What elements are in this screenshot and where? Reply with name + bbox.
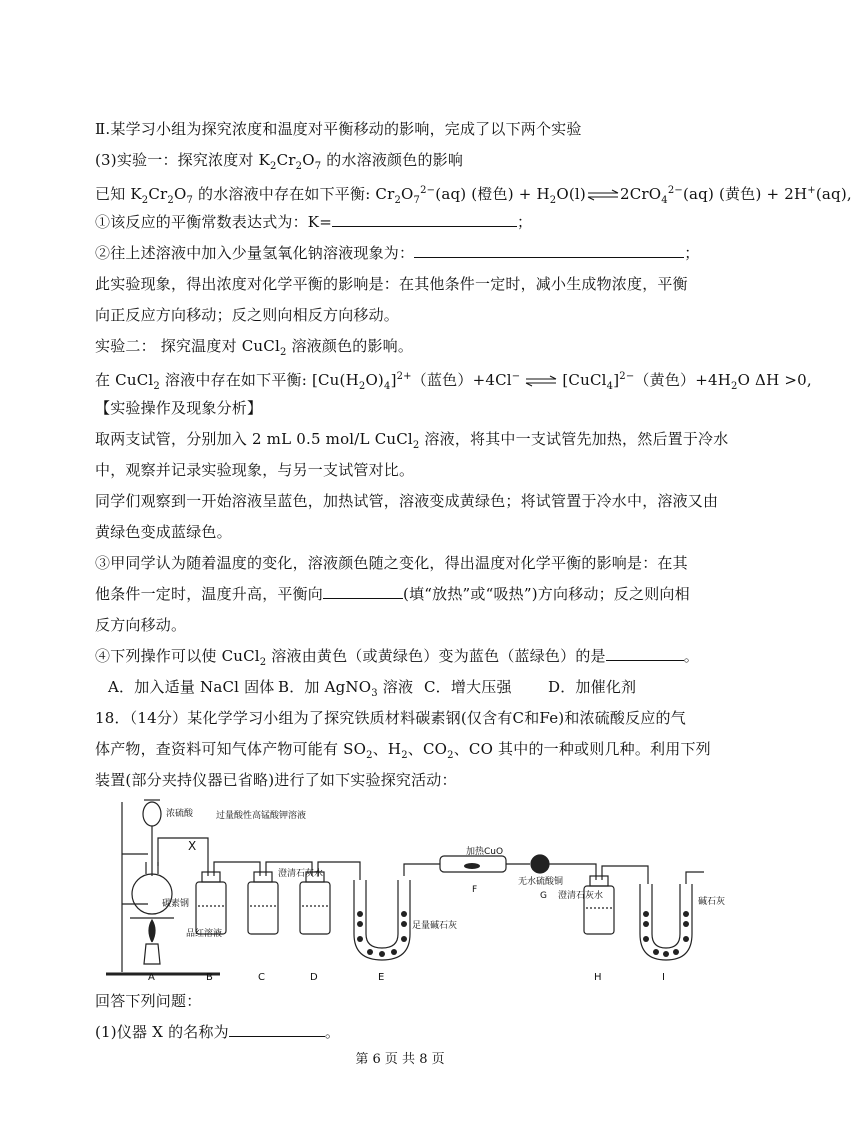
question-2: ②往上述溶液中加入少量氢氧化钠溶液现象为： ； <box>95 244 700 262</box>
question-1: ①该反应的平衡常数表达式为：K= ； <box>95 213 533 231</box>
answer-blank-option[interactable] <box>606 646 684 661</box>
cucl2-equilibrium: 在 CuCl$_2$ 溶液中存在如下平衡: $[Cu(H_2O)_4]^{2+}$（蓝色）+4Cl− [CuCl$_4$]$^{2-}$（黄色）$+4H_2O$ ΔH >0, <box>95 371 812 392</box>
answer-blank-naoh[interactable] <box>414 243 684 258</box>
apparatus-diagram <box>100 794 726 984</box>
label-pinhong: 品红溶液 <box>186 929 223 939</box>
question-4: ④下列操作可以使 CuCl$_2$ 溶液由黄色（或黄绿色）变为蓝色（蓝绿色）的是 。 <box>95 647 699 668</box>
question-3-line-1: ③甲同学认为随着温度的变化，溶液颜色随之变化，得出温度对化学平衡的影响是：在其 <box>95 554 688 572</box>
apparatus-letter-h: H <box>594 972 602 983</box>
label-kmno4: 过量酸性高锰酸钾溶液 <box>216 811 307 821</box>
label-limewater-d: 澄清石灰水 <box>278 869 324 879</box>
option-d[interactable]: D．加催化剂 <box>548 678 637 696</box>
observation-line-1: 同学们观察到一开始溶液呈蓝色，加热试管，溶液变成黄绿色；将试管置于冷水中，溶液又由 <box>95 492 719 510</box>
apparatus-letter-i: I <box>662 972 665 983</box>
page-footer: 第 6 页 共 8 页 <box>355 1052 445 1067</box>
problem-18-line-1: 18．（14分）某化学学习小组为了探究铁质材料碳素钢(仅含有C和Fe)和浓硫酸反应的气 <box>95 709 686 727</box>
problem-18-line-2: 体产物，查资料可知气体产物可能有 $SO_2$、$H_2$、$CO_2$、CO 其中的一种或则几种。利用下列 <box>95 740 711 761</box>
apparatus-letter-a: A <box>148 972 155 983</box>
equilibrium-arrow-icon <box>524 375 558 387</box>
intro-line: Ⅱ.某学习小组为探究浓度和温度对平衡移动的影响，完成了以下两个实验 <box>95 120 582 138</box>
question-3-line-3: 反方向移动。 <box>95 616 187 634</box>
apparatus-letter-c: C <box>258 972 265 983</box>
label-g: G <box>540 891 547 901</box>
procedure-line-2: 中，观察并记录实验现象，与另一支试管对比。 <box>95 461 415 479</box>
apparatus-letter-d: D <box>310 972 318 983</box>
label-soda-lime-i: 碱石灰 <box>698 897 726 907</box>
answer-blank-instrument[interactable] <box>229 1022 325 1037</box>
procedure-line-1: 取两支试管，分别加入 2 mL 0.5 mol/L CuCl$_2$ 溶液，将其中一支试管先加热，然后置于冷水 <box>95 430 729 451</box>
label-carbon-steel: 碳素钢 <box>162 899 190 909</box>
label-cuo: 加热CuO <box>466 847 504 857</box>
observation-line-2: 黄绿色变成蓝绿色。 <box>95 523 232 541</box>
experiment2-heading: 实验二： 探究温度对 CuCl$_2$ 溶液颜色的影响。 <box>95 337 414 358</box>
section-heading: 【实验操作及现象分析】 <box>95 399 263 417</box>
option-b[interactable]: B．加 AgNO$_3$ 溶液 <box>278 678 414 699</box>
option-c[interactable]: C．增大压强 <box>424 678 512 696</box>
apparatus-letter-b: B <box>206 972 213 983</box>
label-x: X <box>188 839 197 853</box>
label-f: F <box>472 885 478 895</box>
label-conc-acid: 浓硫酸 <box>166 809 194 819</box>
label-cuso4: 无水硫酸铜 <box>518 877 564 887</box>
options-row <box>108 676 636 705</box>
problem-18-line-3: 装置(部分夹持仪器已省略)进行了如下实验探究活动： <box>95 771 457 789</box>
experiment1-heading: (3)实验一：探究浓度对 $K_2Cr_2O_7$ 的水溶液颜色的影响 <box>95 151 464 172</box>
conclusion-line-2: 向正反应方向移动；反之则向相反方向移动。 <box>95 306 400 324</box>
question-18-1: (1)仪器 X 的名称为 。 <box>95 1023 341 1041</box>
answer-blank-k[interactable] <box>332 212 517 227</box>
answer-blank-direction[interactable] <box>323 584 403 599</box>
conclusion-line-1: 此实验现象，得出浓度对化学平衡的影响是：在其他条件一定时，减小生成物浓度，平衡 <box>95 275 688 293</box>
equilibrium-arrow-icon <box>586 189 620 201</box>
answer-prompt: 回答下列问题： <box>95 992 202 1010</box>
label-limewater-h: 澄清石灰水 <box>558 891 604 901</box>
apparatus-letter-e: E <box>378 972 385 983</box>
option-a[interactable]: A．加入适量 NaCl 固体 <box>108 678 275 696</box>
label-soda-lime-e: 足量碱石灰 <box>412 921 458 931</box>
question-3-line-2: 他条件一定时，温度升高，平衡向 (填“放热”或“吸热”)方向移动；反之则向相 <box>95 585 690 603</box>
dichromate-equilibrium: 已知 $K_2Cr_2O_7$ 的水溶液中存在如下平衡: $Cr_2O_7^{2-}(aq)$ (橙色) + $H_2O(l)$ 2CrO$_4^{2-}$(aq) (黄色) + 2H+(aq), <box>95 185 852 206</box>
